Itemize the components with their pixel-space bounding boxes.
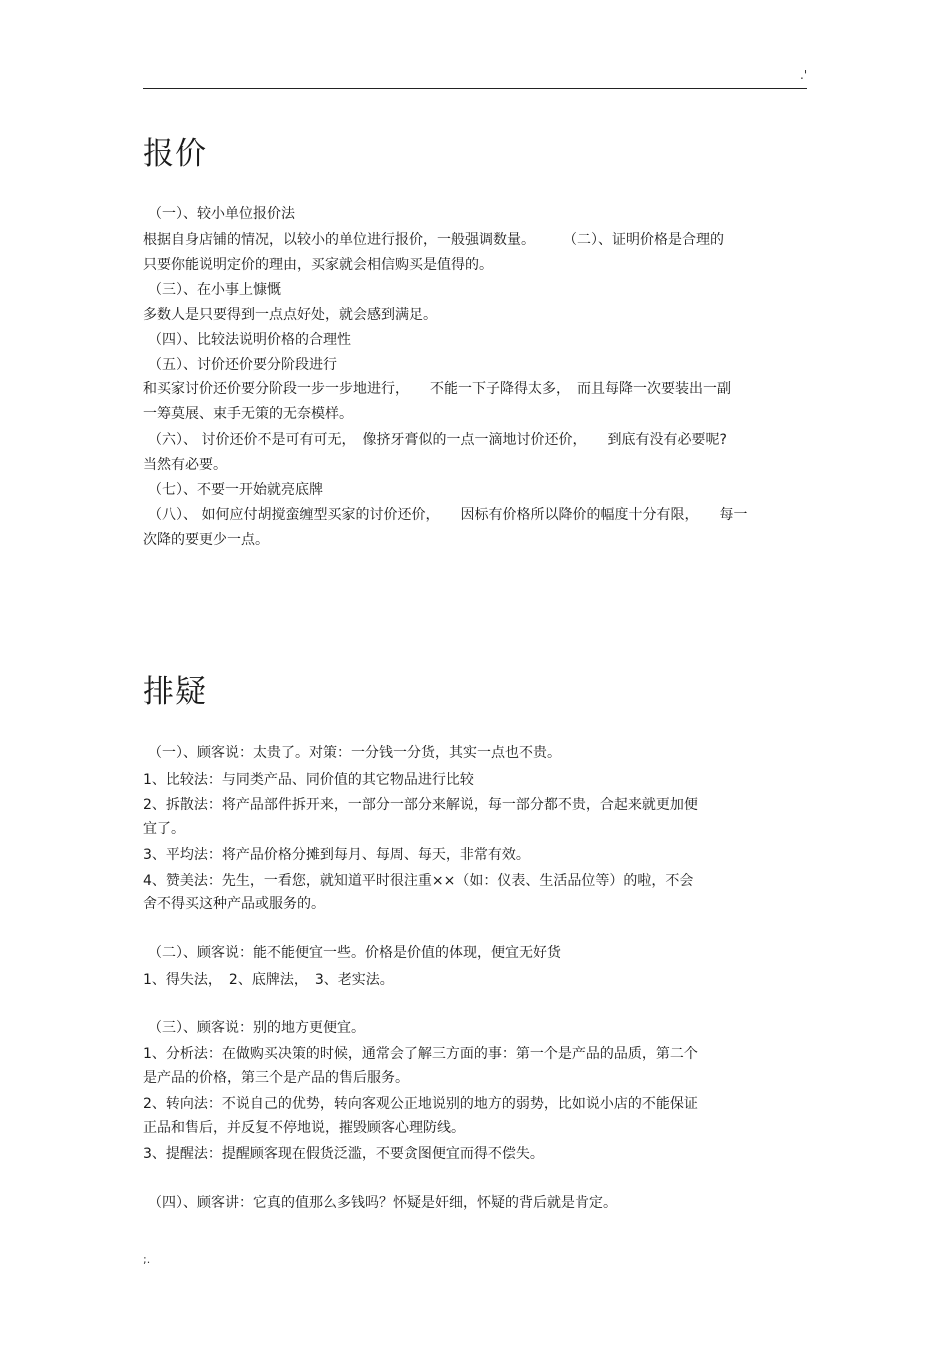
footer-mark: ;. [143, 1253, 151, 1266]
quote-line: （一）、较小单位报价法 [148, 206, 295, 222]
objection-line: （一）、顾客说：太贵了。对策：一分钱一分货，其实一点也不贵。 [148, 745, 561, 761]
header-rule [143, 88, 807, 89]
objection-line: （二）、顾客说：能不能便宜一些。价格是价值的体现，便宜无好货 [148, 945, 561, 961]
quote-line: 一筹莫展、束手无策的无奈模样。 [143, 406, 353, 422]
objection-line: 2、转向法：不说自己的优势，转向客观公正地说别的地方的弱势，比如说小店的不能保证 [143, 1096, 698, 1112]
objection-line: 是产品的价格，第三个是产品的售后服务。 [143, 1070, 409, 1086]
objection-line: 1、得失法， 2、底牌法， 3、老实法。 [143, 972, 394, 988]
quote-line: （五）、讨价还价要分阶段进行 [148, 357, 337, 373]
objection-line: 3、平均法：将产品价格分摊到每月、每周、每天，非常有效。 [143, 847, 530, 863]
section-title-quote: 报价 [143, 136, 207, 172]
quote-line: 次降的要更少一点。 [143, 532, 269, 548]
quote-line: （六）、 讨价还价不是可有可无， 像挤牙膏似的一点一滴地讨价还价， 到底有没有必要呢? [148, 432, 727, 448]
quote-line: （八）、 如何应付胡搅蛮缠型买家的讨价还价， 因标有价格所以降价的幅度十分有限， 每一 [148, 507, 748, 523]
objection-line: 1、分析法：在做购买决策的时候，通常会了解三方面的事：第一个是产品的品质，第二个 [143, 1046, 698, 1062]
objection-line: （四）、顾客讲：它真的值那么多钱吗？怀疑是奸细，怀疑的背后就是肯定。 [148, 1195, 617, 1211]
objection-line: 正品和售后，并反复不停地说，摧毁顾客心理防线。 [143, 1120, 465, 1136]
quote-line: （三）、在小事上慷慨 [148, 282, 281, 298]
quote-line: 和买家讨价还价要分阶段一步一步地进行， 不能一下子降得太多， 而且每降一次要装出一副 [143, 381, 731, 397]
quote-line: 只要你能说明定价的理由，买家就会相信购买是值得的。 [143, 257, 493, 273]
objection-line: 1、比较法：与同类产品、同价值的其它物品进行比较 [143, 772, 474, 788]
quote-line: 当然有必要。 [143, 457, 227, 473]
quote-line: （四）、比较法说明价格的合理性 [148, 332, 351, 348]
section-title-objection: 排疑 [143, 674, 207, 710]
quote-line: （七）、不要一开始就亮底牌 [148, 482, 323, 498]
quote-line: 多数人是只要得到一点点好处，就会感到满足。 [143, 307, 437, 323]
objection-line: 3、提醒法：提醒顾客现在假货泛滥，不要贪图便宜而得不偿失。 [143, 1146, 544, 1162]
header-mark: .' [800, 68, 808, 82]
objection-line: 4、赞美法：先生，一看您，就知道平时很注重××（如：仪表、生活品位等）的啦，不会 [143, 873, 694, 889]
quote-line: 根据自身店铺的情况，以较小的单位进行报价，一般强调数量。 （二）、证明价格是合理的 [143, 232, 724, 248]
objection-line: 2、拆散法：将产品部件拆开来，一部分一部分来解说，每一部分都不贵，合起来就更加便 [143, 797, 698, 813]
objection-line: 宜了。 [143, 821, 185, 837]
objection-line: （三）、顾客说：别的地方更便宜。 [148, 1020, 365, 1036]
objection-line: 舍不得买这种产品或服务的。 [143, 896, 325, 912]
